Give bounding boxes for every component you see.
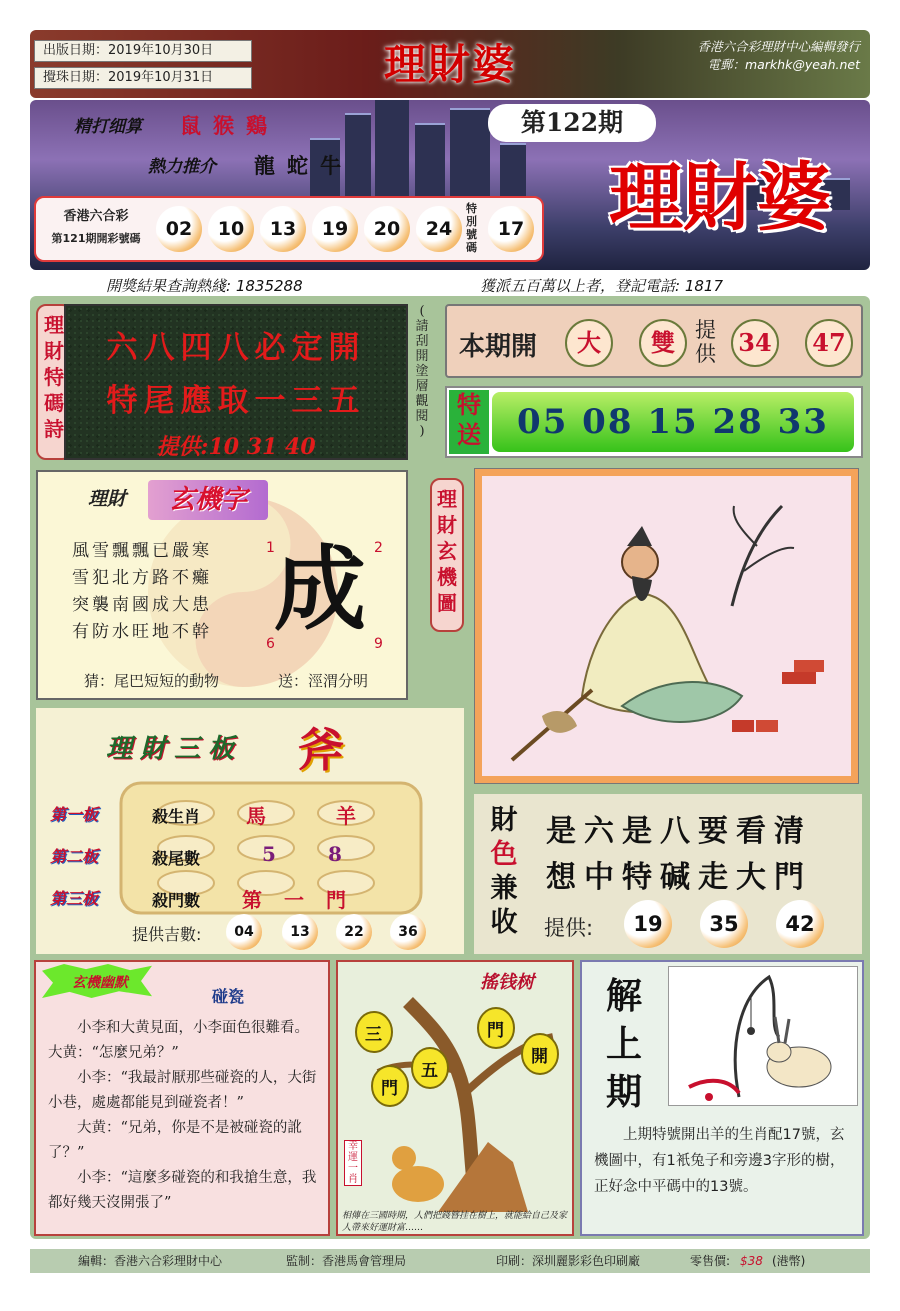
- hotline-register: 獲派五百萬以上者，登記電話: 1817: [480, 277, 723, 295]
- issue-number: 第122期: [488, 104, 656, 142]
- rabbit-tree-illustration: [669, 967, 859, 1107]
- humor-paragraph: 小李：“我最討厭那些碰瓷的人，大街小巷，處處都能見到碰瓷者！”: [48, 1070, 317, 1111]
- board-2-value-2: 8: [328, 842, 352, 866]
- publisher-name: 香港六合彩理財中心編輯發行: [697, 39, 860, 54]
- axe-character: 斧: [298, 723, 344, 777]
- open-provide: 提供: [695, 318, 716, 366]
- mystery-character: 成: [273, 536, 366, 643]
- xuanji-prefix: 理財: [88, 488, 127, 510]
- open-num-1: 34: [731, 319, 779, 367]
- this-issue-open-box: [445, 304, 863, 378]
- publisher-info: [600, 38, 860, 74]
- money-tree-title: 搖钱树: [480, 972, 534, 993]
- poem-line-1: 六八四八必定開: [106, 330, 366, 366]
- draw-date: 攪珠日期：2019年10月31日: [34, 67, 252, 89]
- draw-ball: 02: [156, 206, 202, 252]
- xuanji-send: 送：涇渭分明: [278, 672, 369, 690]
- board-1-value-1: 馬: [246, 804, 276, 828]
- xuanji-poem: [72, 538, 212, 646]
- tagline-1: 精打细算: [74, 117, 142, 137]
- explanation-title: 解 上 期: [605, 975, 642, 1113]
- open-pair: 雙: [639, 319, 687, 367]
- humor-title: 碰瓷: [212, 987, 245, 1006]
- humor-story: [48, 1016, 318, 1216]
- board-1-label: 第一板: [50, 805, 99, 824]
- xuanji-guess: 猜：尾巴短短的動物: [84, 672, 220, 690]
- humor-paragraph: 小李：“這麼多碰瓷的和我搶生意，我都好幾天沒開張了”: [48, 1170, 317, 1211]
- draw-ball: 19: [312, 206, 358, 252]
- tree-fruit: 三: [365, 1025, 382, 1045]
- wealth-ball: 19: [624, 900, 672, 948]
- open-big: 大: [565, 319, 613, 367]
- sanban-title: 理財三板: [106, 734, 243, 764]
- draw-label: [42, 206, 150, 250]
- footer-price: $38: [740, 1254, 763, 1268]
- tagline-1-zodiac: 鼠猴鷄: [180, 113, 279, 138]
- tree-fruit: 五: [421, 1061, 438, 1081]
- draw-label-line1: 香港六合彩: [63, 209, 129, 224]
- hotline-results: 開獎結果查詢熱綫: 1835288: [106, 277, 303, 295]
- footer: [30, 1249, 870, 1273]
- open-label: 本期開: [459, 332, 538, 362]
- wealth-provide: 提供:: [544, 916, 594, 940]
- xuanji-title: 玄機字: [148, 480, 268, 520]
- poem-line-2: 特尾應取一三五: [106, 383, 366, 419]
- board-2-value-1: 5: [262, 842, 286, 866]
- explanation-text: 上期特號開出羊的生肖配17號，玄機圖中，有1衹兔子和旁邊3字形的樹，正好念中平碼中的13號。: [594, 1127, 845, 1195]
- poem-provide: 提供:10 31 40: [156, 434, 316, 460]
- scratch-note: ( 請 刮 開 塗 層 觀 閱 ): [415, 304, 429, 439]
- tree-fruit: 門: [487, 1021, 504, 1041]
- publish-date: 出版日期：2019年10月30日: [34, 40, 252, 62]
- draw-ball: 24: [416, 206, 462, 252]
- wealth-panel: [474, 794, 862, 954]
- board-1-value-2: 羊: [336, 804, 366, 828]
- corner-number: 1: [266, 540, 275, 556]
- corner-number: 9: [374, 636, 383, 652]
- open-num-2: 47: [805, 319, 853, 367]
- three-boards-panel: [36, 708, 464, 954]
- footer-price-label: 零售價:: [690, 1254, 731, 1268]
- tree-fruit: 門: [381, 1079, 398, 1099]
- picture-side-label: 理 財 玄 機 圖: [430, 478, 464, 632]
- xuanji-poem-line: 雪犯北方路不癱: [72, 568, 212, 588]
- draw-ball: 20: [364, 206, 410, 252]
- last-draw-box: [34, 196, 544, 262]
- wealth-ball: 42: [776, 900, 824, 948]
- footer-currency: (港幣): [772, 1254, 806, 1268]
- wealth-line-1: 是六是八要看清: [546, 814, 812, 849]
- lucky-label: 提供吉數:: [132, 925, 202, 944]
- lucky-ball: 22: [336, 914, 372, 950]
- mystery-picture: [482, 476, 851, 776]
- corner-number: 6: [266, 636, 275, 652]
- xuanji-poem-line: 風雪飄飄已嚴寒: [72, 541, 212, 561]
- board-2-name: 殺尾數: [152, 849, 201, 868]
- tagline-2: 熱力推介: [148, 157, 216, 177]
- board-2-label: 第二板: [50, 847, 99, 866]
- footer-printer: 印刷：深圳麗影彩色印刷廠: [496, 1254, 641, 1268]
- special-number-label: 特別號碼: [466, 202, 477, 254]
- corner-number: 2: [374, 540, 383, 556]
- money-tree-panel: [336, 960, 574, 1236]
- humor-panel: [34, 960, 330, 1236]
- big-brand-title: 理財婆: [609, 155, 831, 241]
- board-3-label: 第三板: [50, 889, 99, 908]
- special-send-numbers: 05 08 15 28 33: [492, 392, 854, 452]
- money-tree-illustration: [338, 962, 572, 1234]
- board-3-name: 殺門數: [152, 891, 201, 910]
- humor-badge: 玄機幽默: [72, 975, 128, 991]
- draw-ball: 10: [208, 206, 254, 252]
- brand-title: 理財婆: [383, 40, 516, 89]
- tree-fruit: 開: [531, 1047, 548, 1067]
- sage-illustration: [482, 476, 851, 776]
- footer-supervisor: 監制：香港馬會管理局: [286, 1254, 407, 1268]
- wealth-ball: 35: [700, 900, 748, 948]
- wealth-line-2: 想中特碱走大門: [546, 860, 812, 895]
- humor-paragraph: 大黄：“兄弟，你是不是被碰瓷的訛了？”: [48, 1120, 302, 1161]
- lucky-ball: 04: [226, 914, 262, 950]
- humor-paragraph: 小李和大黄見面，小李面色很難看。大黄：“怎麼兄弟？”: [48, 1020, 309, 1061]
- money-tree-caption: 相傳在三國時期，人們把錢簪挂在樹上，就能給自己及家人帶來好運財富……: [342, 1211, 568, 1233]
- lucky-ball: 36: [390, 914, 426, 950]
- lucky-ball: 13: [282, 914, 318, 950]
- tagline-2-zodiac: 龍蛇牛: [254, 153, 353, 178]
- last-issue-explanation-panel: [580, 960, 864, 1236]
- xuanji-poem-line: 有防水旺地不幹: [72, 622, 212, 642]
- special-send-label: 特 送: [449, 390, 489, 454]
- poem-side-label: 理 財 特 碼 詩: [36, 304, 72, 460]
- lucky-zodiac-tag: 幸運一肖: [344, 1140, 362, 1186]
- footer-editor: 編輯：香港六合彩理財中心: [78, 1254, 223, 1268]
- wealth-side-label: 財 色 兼 收: [490, 805, 518, 938]
- draw-label-line2: 第121期開彩號碼: [51, 232, 141, 245]
- xuanji-poem-line: 突襲南國成大患: [72, 595, 212, 615]
- lucky-poem-board: [64, 304, 408, 460]
- board-3-value-1: 第一門: [242, 888, 368, 912]
- board-1-name: 殺生肖: [152, 807, 201, 826]
- explanation-picture: [668, 966, 858, 1106]
- draw-ball: 13: [260, 206, 306, 252]
- special-ball: 17: [488, 206, 534, 252]
- publisher-email: 電郵：markhk@yeah.net: [707, 57, 860, 72]
